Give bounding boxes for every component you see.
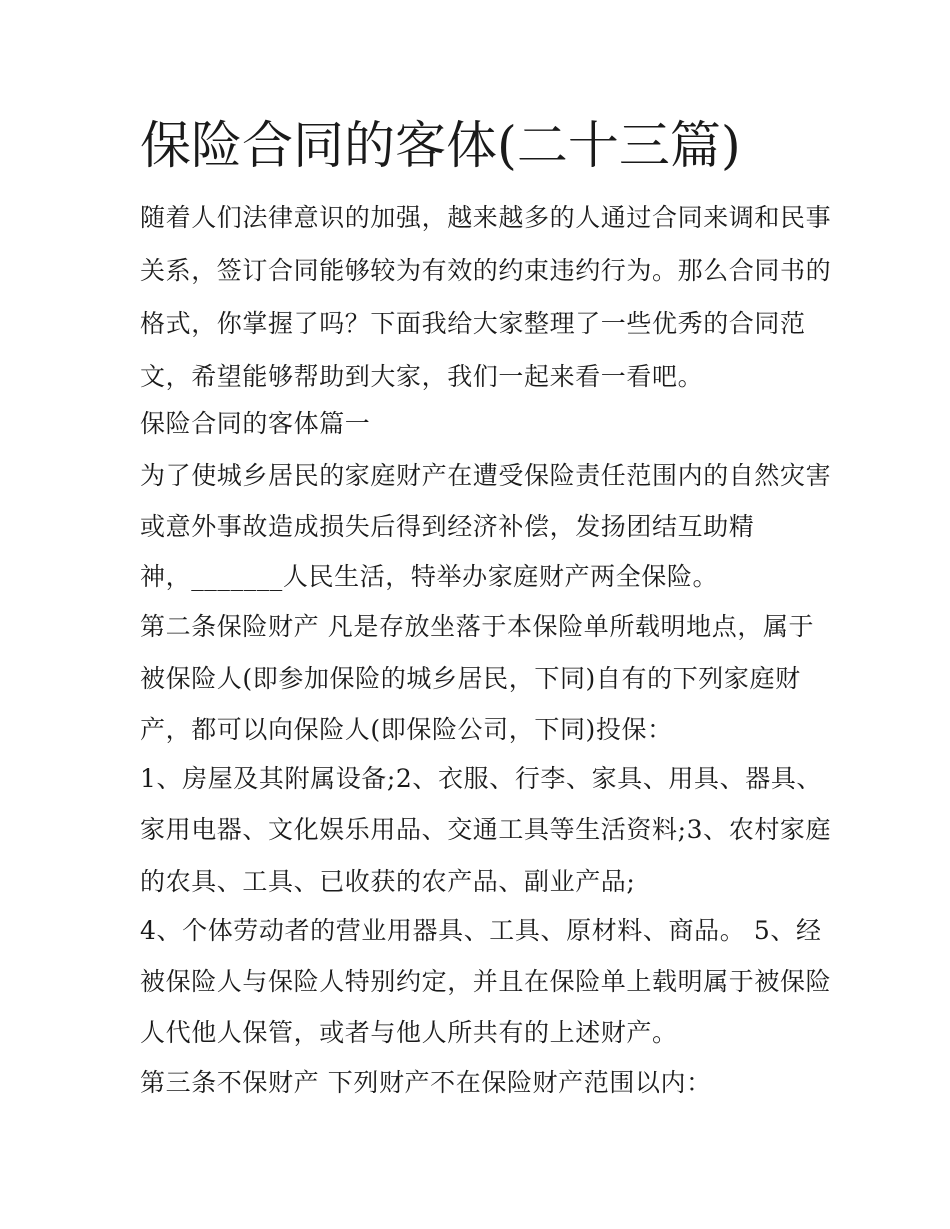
list-line: 4、个体劳动者的营业用器具、工具、原材料、商品。 5、经: [140, 916, 822, 945]
intro-line-1: 随着人们法律意识的加强，越来越多的人通过合同来调和民事: [140, 203, 832, 232]
article-2-line: 产，都可以向保险人(即保险公司，下同)投保：: [140, 715, 673, 744]
intro-line-3: 格式，你掌握了吗？下面我给大家整理了一些优秀的合同范: [140, 309, 806, 338]
list-line: 的农具、工具、已收获的农产品、副业产品;: [140, 867, 636, 896]
list-line: 人代他人保管，或者与他人所共有的上述财产。: [140, 1018, 678, 1047]
article-2-line: 被保险人(即参加保险的城乡居民，下同)自有的下列家庭财: [140, 664, 801, 693]
intro-line-2: 关系，签订合同能够较为有效的约束违约行为。那么合同书的: [140, 256, 832, 285]
list-line: 1、房屋及其附属设备;2、衣服、行李、家具、用具、器具、: [140, 764, 823, 793]
body-line: 为了使城乡居民的家庭财产在遭受保险责任范围内的自然灾害: [140, 461, 832, 490]
list-line: 被保险人与保险人特别约定，并且在保险单上载明属于被保险: [140, 967, 832, 996]
list-line: 家用电器、文化娱乐用品、交通工具等生活资料;3、农村家庭: [140, 815, 832, 844]
intro-line-4: 文，希望能够帮助到大家，我们一起来看一看吧。: [140, 362, 704, 391]
section-heading: 保险合同的客体篇一: [140, 409, 371, 438]
document-title: 保险合同的客体(二十三篇): [140, 117, 741, 176]
article-3-line: 第三条不保财产 下列财产不在保险财产范围以内：: [140, 1068, 712, 1097]
article-2-line: 第二条保险财产 凡是存放坐落于本保险单所载明地点，属于: [140, 612, 815, 641]
body-line: 神，_______人民生活，特举办家庭财产两全保险。: [140, 562, 719, 591]
body-line: 或意外事故造成损失后得到经济补偿，发扬团结互助精: [140, 512, 755, 541]
